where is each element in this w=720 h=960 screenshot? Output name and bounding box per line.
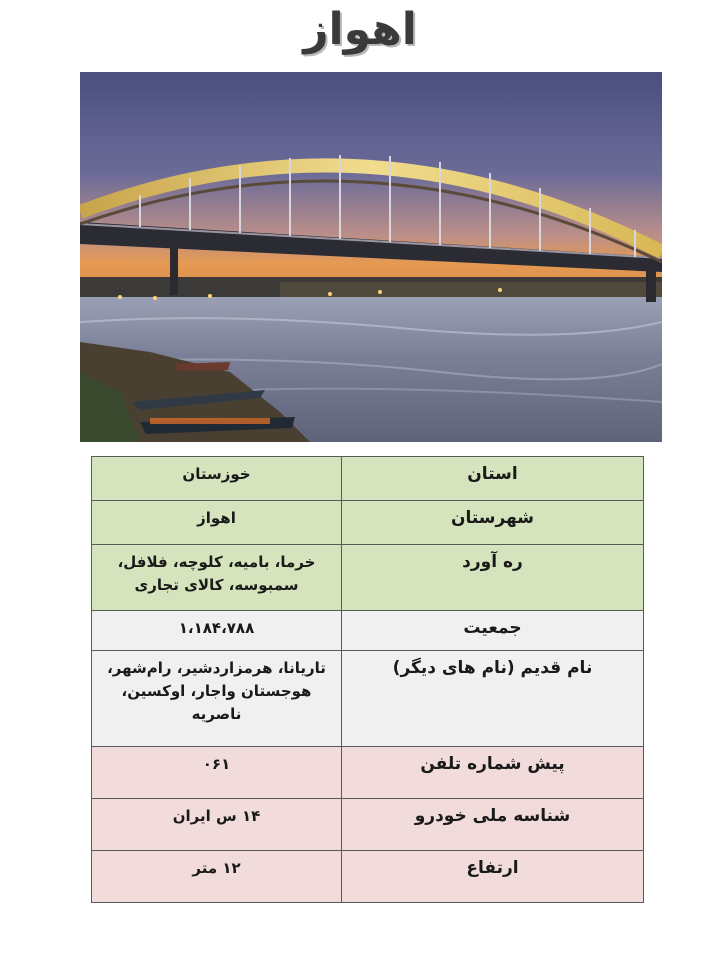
page-title: اهواز [303, 4, 417, 55]
info-table [91, 456, 644, 903]
row-label: پیش شماره تلفن [342, 747, 644, 799]
bridge-photo [80, 72, 662, 442]
row-label: جمعیت [342, 611, 644, 651]
table-row [92, 851, 644, 903]
row-value: ۱۲ متر [92, 851, 342, 903]
table-row [92, 501, 644, 545]
table-row [92, 457, 644, 501]
row-label: استان [342, 457, 644, 501]
row-value: ۱۴ س ایران [92, 799, 342, 851]
table-row [92, 651, 644, 747]
row-label: ارتفاع [342, 851, 644, 903]
row-label: شهرستان [342, 501, 644, 545]
table-row [92, 611, 644, 651]
table-row [92, 799, 644, 851]
row-value: تاریانا، هرمزاردشیر، رام‌شهر، هوجستان واجار، اوکسین، ناصریه [92, 651, 342, 747]
row-value: خوزستان [92, 457, 342, 501]
row-value: ۱،۱۸۴،۷۸۸ [92, 611, 342, 651]
row-label: شناسه ملی خودرو [342, 799, 644, 851]
table-row [92, 747, 644, 799]
row-value: ۰۶۱ [92, 747, 342, 799]
row-label: ره آورد [342, 545, 644, 611]
row-value: اهواز [92, 501, 342, 545]
row-value: خرما، بامیه، کلوچه، فلافل، سمبوسه، کالای تجاری [92, 545, 342, 611]
row-label: نام قدیم (نام های دیگر) [342, 651, 644, 747]
table-row [92, 545, 644, 611]
